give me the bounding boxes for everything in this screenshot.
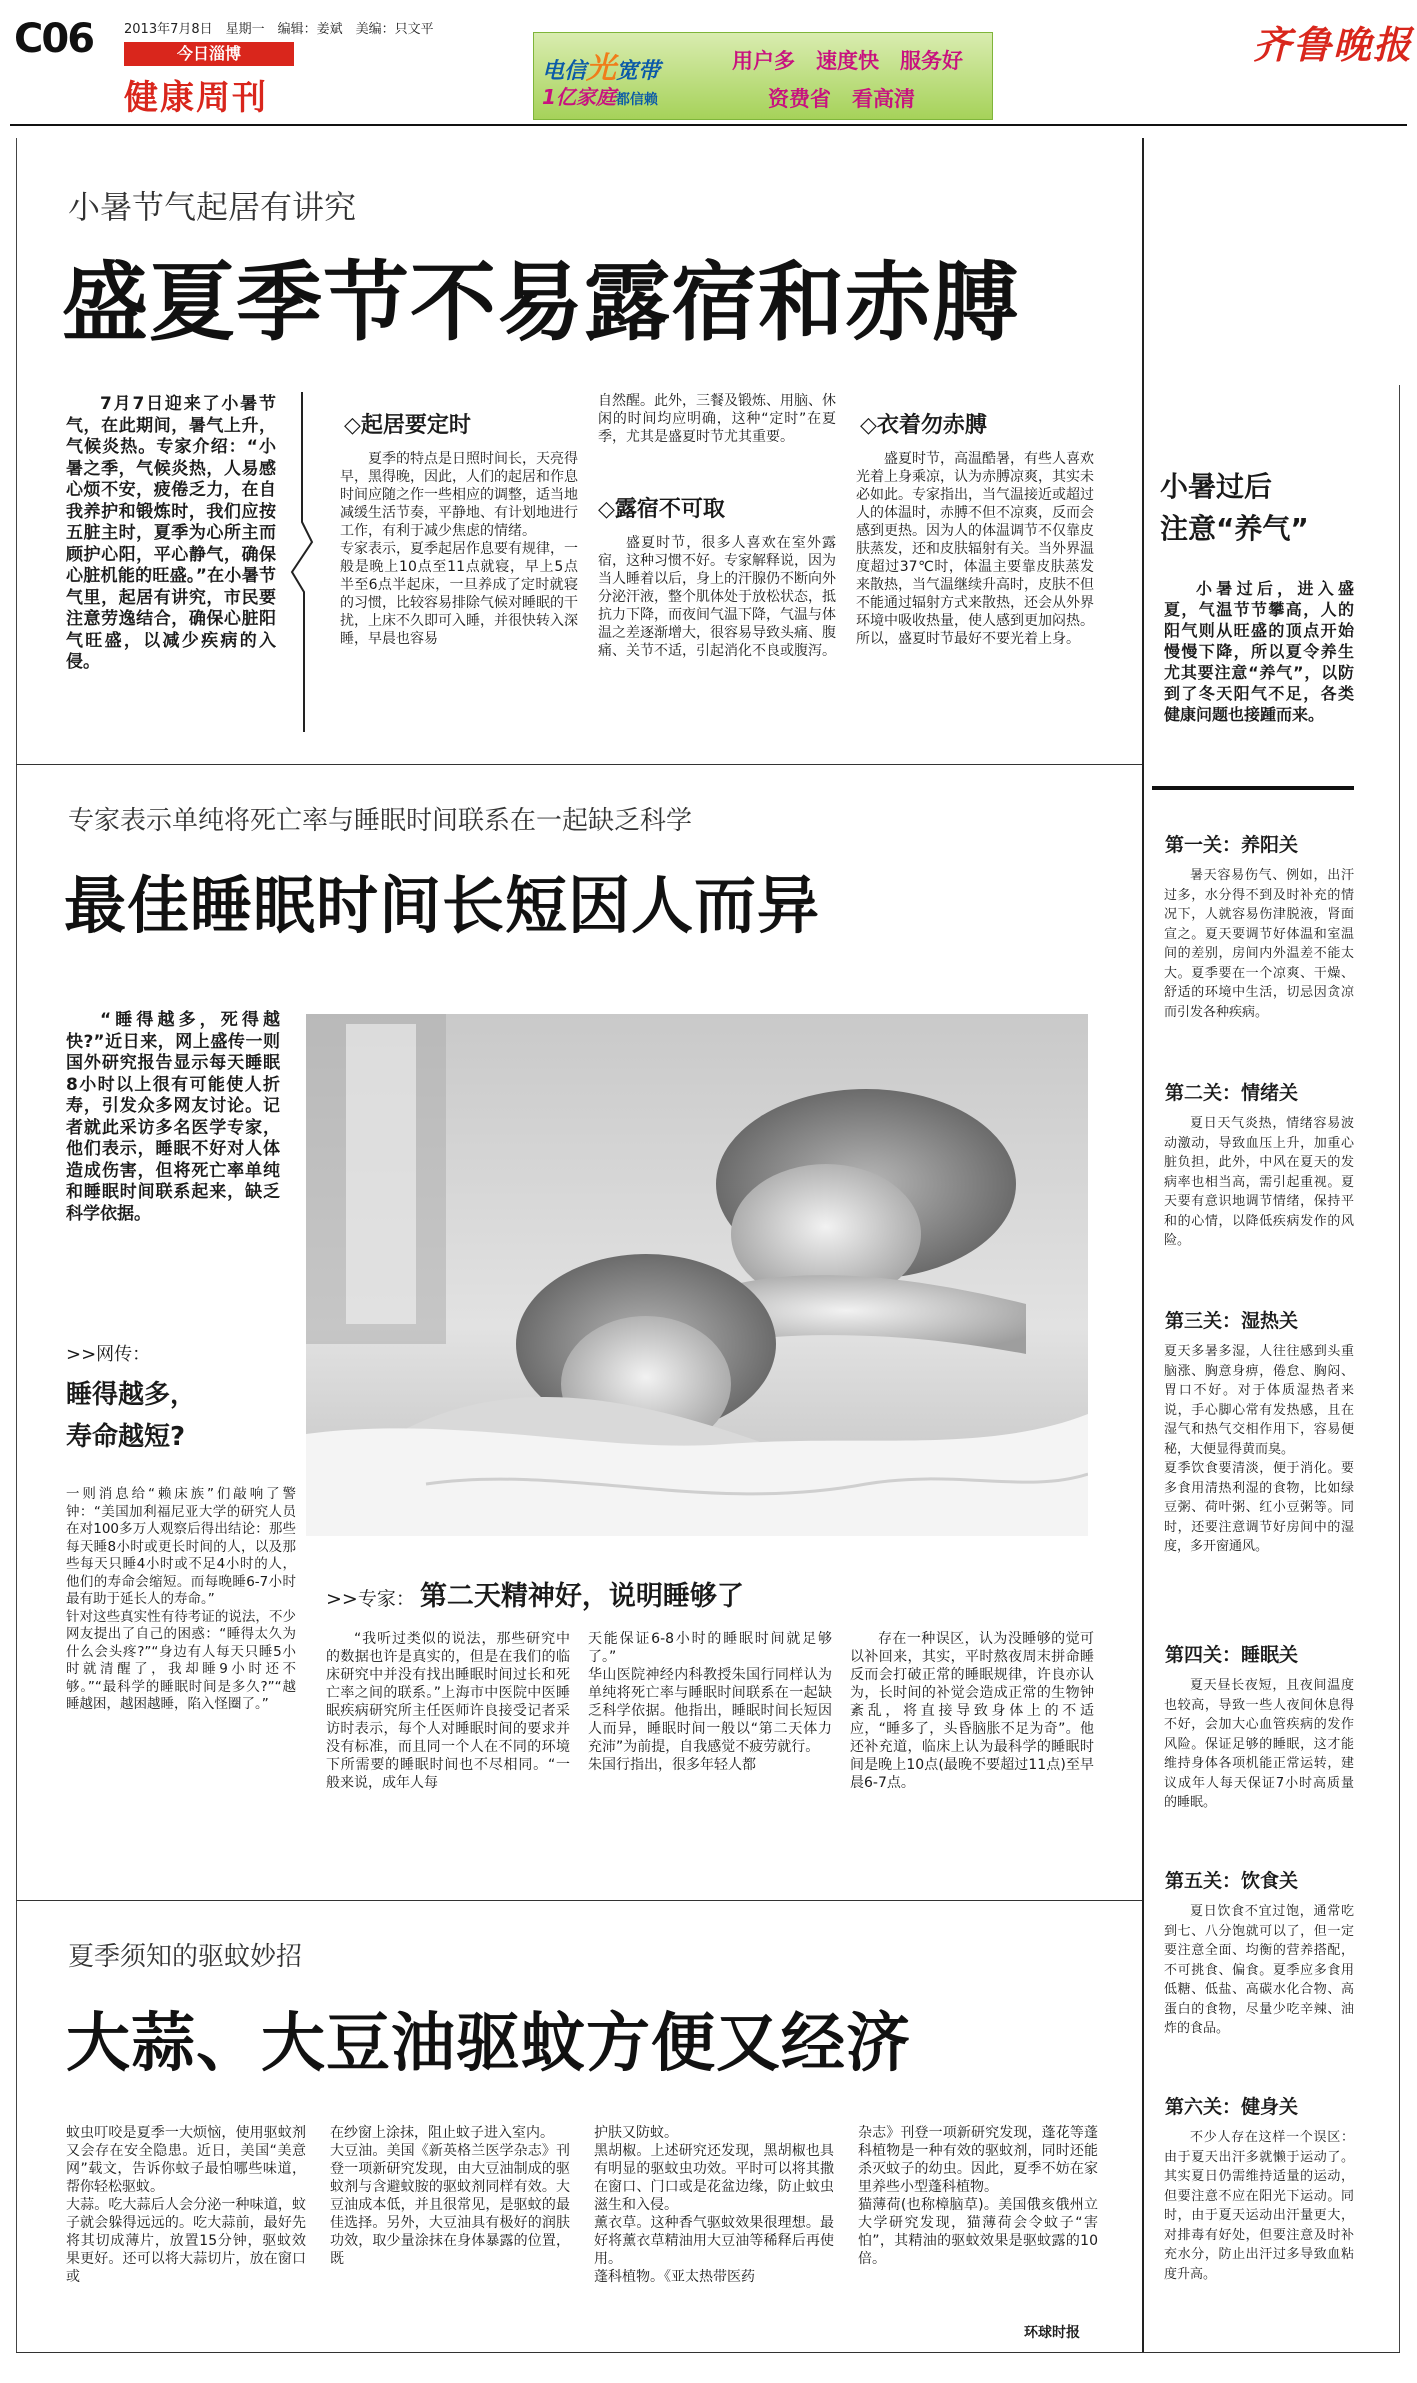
ad-banner[interactable] <box>533 32 993 120</box>
sidebar-title-1: 小暑过后 <box>1160 470 1273 503</box>
sidebar-sec4-text: 夏天昼长夜短，且夜间温度也较高，导致一些人夜间休息得不好，会加大心血管疾病的发作风险。保证足够的睡眠，这才能维持身体各项机能正常运转，建议成年人每天保证7小时高质量的睡眠。 <box>1164 1678 1354 1810</box>
article2-lead-text: “睡得越多，死得越快?”近日来，网上盛传一则国外研究报告显示每天睡眠8小时以上很有可能使人折寿，引发众多网友讨论。记者就此采访多名医学专家，他们表示，睡眠不好对人体造成伤害，但将死亡率单纯和睡眠时间联系起来，缺乏科学依据。 <box>66 1010 280 1224</box>
article2-col2-text: 天能保证6-8小时的睡眠时间就足够了。” 华山医院神经内科教授朱国行同样认为单纯将死亡率与睡眠时间联系在一起缺乏科学依据。他指出，睡眠时间长短因人而异，睡眠时间一般以“第二天体力充沛”为前提，自我感觉不疲劳就行。 朱国行指出，很多年轻人都 <box>588 1631 832 1773</box>
sidebar-sec4-body <box>1164 1676 1354 1852</box>
sidebar-sec5-title: 第五关：饮食关 <box>1165 1870 1299 1892</box>
sleeping-mother-child-photo <box>306 1014 1088 1536</box>
page-code: C06 <box>14 16 94 62</box>
sidebar-sec3-body <box>1164 1342 1354 1634</box>
article3-col4-text: 杂志》刊登一项新研究发现，蓬花等蓬科植物是一种有效的驱蚊剂，同时还能杀灭蚊子的幼虫。因此，夏季不妨在家里养些小型蓬科植物。 猫薄荷(也称樟脑草)。美国俄亥俄州立大学研究发现，猫薄荷会令蚊子“害怕”，其精油的驱蚊效果是驱蚊露的10倍。 <box>858 2125 1098 2267</box>
article3-col4 <box>858 2124 1098 2320</box>
article3-col3-text: 护肤又防蚊。 黑胡椒。上述研究还发现，黑胡椒也具有明显的驱蚊虫功效。平时可以将其撒在窗口、门口或是花盆边缘，防止蚊虫滋生和入侵。 薰衣草。这种香气驱蚊效果很理想。最好将薰衣草精油用大豆油等稀释后再使用。 蓬科植物。《亚太热带医药 <box>594 2125 834 2285</box>
article1-col2b-text: 盛夏时节，很多人喜欢在室外露宿，这种习惯不好。专家解释说，因为当人睡着以后，身上的汗腺仍不断向外分泌汗液，整个肌体处于放松状态，抵抗力下降，而夜间气温下降，气温与体温之差逐渐增大，很容易导致头痛、腹痛、关节不适，引起消化不良或腹泻。 <box>598 535 836 659</box>
sidebar-rule-left <box>1142 138 1144 2353</box>
article3-col1-text: 蚊虫叮咬是夏季一大烦恼，使用驱蚊剂又会存在安全隐患。近日，美国“美意网”载文，告诉你蚊子最怕哪些味道，帮你轻松驱蚊。 大蒜。吃大蒜后人会分泌一种味道，蚊子就会躲得远远的。吃大蒜前，最好先将其切成薄片，放置15分钟，驱蚊效果更好。还可以将大蒜切片，放在窗口或 <box>66 2125 306 2285</box>
article2-headline: 最佳睡眠时间长短因人而异 <box>64 869 821 942</box>
section-name: 健康周刊 <box>124 78 268 118</box>
expert-tag: >>专家： <box>326 1588 415 1610</box>
sidebar-sec2-body <box>1164 1114 1354 1290</box>
section-top-label: 今日淄博 <box>124 42 294 66</box>
article2-lead <box>66 1010 280 1300</box>
date-line: 2013年7月8日 星期一 编辑：姜斌 美编：只文平 <box>124 22 434 37</box>
web-title-1: 睡得越多， <box>66 1380 197 1410</box>
sidebar-intro-rule <box>1152 786 1354 790</box>
sidebar-sec4-title: 第四关：睡眠关 <box>1165 1644 1299 1666</box>
page-bottom-rule <box>16 2352 1400 2353</box>
ad-slogan-2: 资费省 看高清 <box>768 87 915 111</box>
article2-col2 <box>588 1630 832 1828</box>
header-rule <box>10 124 1407 126</box>
left-margin-rule <box>16 138 17 2353</box>
article1-lead-text: 7月7日迎来了小暑节气，在此期间，暑气上升，气候炎热。专家介绍：“小暑之季，气候炎热，人易感心烦不安，疲倦乏力，在自我养护和锻炼时，我们应按五脏主时，夏季为心所主而顾护心阳，平心静气，确保心脏机能的旺盛。”在小暑节气里，起居有讲究，市民要注意劳逸结合，确保心脏阳气旺盛，以减少疾病的入侵。 <box>66 394 276 672</box>
article1-sub1: ◇起居要定时 <box>344 413 471 438</box>
web-body-text: 一则消息给“赖床族”们敲响了警钟：“美国加利福尼亚大学的研究人员在对100多万人观察后得出结论：那些每天睡8小时或更长时间的人，以及那些每天只睡4小时或不足4小时的人，他们的寿命会缩短。而每晚睡6-7小时最有助于延长人的寿命。” 针对这些真实性有待考证的说法，不少网友提出了自己的困惑：“睡得太久为什么会头疼?”“身边有人每天只睡5小时就清醒了，我却睡9小时还不够。”“最科学的睡眠时间是多久?”“越睡越困，越困越睡，陷入怪圈了。” <box>66 1486 296 1712</box>
ad-slogan-1: 用户多 速度快 服务好 <box>732 49 963 73</box>
sidebar-sec2-title: 第二关：情绪关 <box>1165 1082 1299 1104</box>
lightning-line <box>292 392 312 732</box>
sidebar-sec5-body <box>1164 1902 1354 2078</box>
article1-headline: 盛夏季节不易露宿和赤膊 <box>62 253 1019 353</box>
sidebar-rule-right <box>1399 385 1400 2353</box>
lightning-divider <box>282 392 322 732</box>
masthead-logo: 齐鲁晚报 <box>1253 22 1414 67</box>
article2-col3 <box>850 1630 1094 1828</box>
article1-col1-text: 夏季的特点是日照时间长，天亮得早，黑得晚，因此，人们的起居和作息时间应随之作一些相应的调整，适当地减缓生活节奏，平静地、有计划地进行工作，有利于减少焦虑的情绪。 专家表示，夏季起居作息要有规律，一般是晚上10点至11点就寝，早上5点半至6点半起床，一旦养成了定时就寝的习惯，比较容易排除气候对睡眠的干扰，上床不久即可入睡，并很快转入深睡，早晨也容易 <box>340 451 578 647</box>
article3-col3 <box>594 2124 834 2340</box>
page-header <box>0 0 1417 125</box>
web-title <box>66 1374 196 1458</box>
article1-col2a-text: 自然醒。此外，三餐及锻炼、用脑、休闲的时间均应明确，这种“定时”在夏季，尤其是盛夏时节尤其重要。 <box>598 393 836 445</box>
article1-col2a <box>598 392 836 480</box>
article3-kicker: 夏季须知的驱蚊妙招 <box>68 1942 303 1972</box>
sidebar-title-2: 注意“养气” <box>1160 512 1309 545</box>
sidebar-sec6-title: 第六关：健身关 <box>1165 2096 1299 2118</box>
sidebar-sec6-text: 不少人存在这样一个误区：由于夏天出汗多就懒于运动了。其实夏日仍需维持适量的运动，但要注意不应在阳光下运动。同时，由于夏天运动出汗量更大，对排毒有好处，但要注意及时补充水分，防止出汗过多导致血粘度升高。 <box>1164 2130 1354 2282</box>
web-tag: >>网传： <box>66 1344 151 1365</box>
article1-sub3: ◇衣着勿赤膊 <box>860 413 987 438</box>
article2-col3-text: 存在一种误区，认为没睡够的觉可以补回来，其实，平时熬夜周末拼命睡反而会打破正常的睡眠规律，许良亦认为，长时间的补觉会造成正常的生物钟紊乱，将直接导致身体上的不适应，“睡多了，头昏脑胀不足为奇”。他还补充道，临床上认为最科学的睡眠时间是晚上10点(最晚不要超过11点)至早晨6-7点。 <box>850 1631 1094 1791</box>
article1-col1 <box>340 450 578 734</box>
article2-bottom-rule <box>16 1900 1142 1901</box>
article3-col1 <box>66 2124 306 2340</box>
ad-brand: 电信光宽带 <box>542 51 661 86</box>
article1-col3-text: 盛夏时节，高温酷暑，有些人喜欢光着上身乘凉，认为赤膊凉爽，其实未必如此。专家指出，当气温接近或超过人的体温时，赤膊不但不凉爽，反而会感到更热。因为人的体温调节不仅靠皮肤蒸发，还和皮肤辐射有关。当外界温度超过37℃时，体温主要靠皮肤蒸发来散热，当气温继续升高时，皮肤不但不能通过辐射方式来散热，还会从外界环境中吸收热量，使人感到更加闷热。所以，盛夏时节最好不要光着上身。 <box>856 451 1094 647</box>
sidebar-sec1-title: 第一关：养阳关 <box>1165 834 1299 856</box>
article3-col2-text: 在纱窗上涂抹，阻止蚊子进入室内。 大豆油。美国《新英格兰医学杂志》刊登一项新研究发现，由大豆油制成的驱蚊剂与含避蚊胺的驱蚊剂同样有效。大豆油成本低，并且很常见，是驱蚊的最佳选择。另外，大豆油具有极好的润肤功效，取少量涂抹在身体暴露的位置，既 <box>330 2125 570 2267</box>
sidebar-intro <box>1164 578 1354 768</box>
article3-source: 环球时报 <box>1024 2325 1080 2341</box>
sidebar-sec3-text: 夏天多暑多湿，人往往感到头重脑涨、胸意身痹，倦怠、胸闷、胃口不好。对于体质湿热者来说，手心脚心常有发热感，且在湿气和热气交相作用下，容易便秘，大便显得黄而臭。 夏季饮食要清淡，便于消化。要多食用清热利湿的食物，比如绿豆粥、荷叶粥、红小豆粥等。同时，还要注意调节好房间中的湿度，多开窗通风。 <box>1164 1344 1354 1554</box>
article3-headline: 大蒜、大豆油驱蚊方便又经济 <box>66 2007 911 2081</box>
photo-window-light <box>346 1024 416 1324</box>
ad-brand-sub: 1亿家庭都信赖 <box>542 85 658 109</box>
article1-col3 <box>856 450 1094 734</box>
article1-bottom-rule <box>16 764 1142 765</box>
article1-col2b <box>598 534 836 734</box>
article1-kicker: 小暑节气起居有讲究 <box>68 188 357 226</box>
article2-col1 <box>326 1630 570 1828</box>
expert-title: 第二天精神好，说明睡够了 <box>419 1581 744 1612</box>
article3-col2 <box>330 2124 570 2340</box>
article1-sub2: ◇露宿不可取 <box>598 497 725 522</box>
sidebar-intro-text: 小暑过后，进入盛夏，气温节节攀高，人的阳气则从旺盛的顶点开始慢慢下降，所以夏令养生尤其要注意“养气”，以防到了冬天阳气不足，各类健康问题也接踵而来。 <box>1164 579 1354 724</box>
web-title-2: 寿命越短? <box>66 1422 186 1452</box>
sidebar-sec2-text: 夏日天气炎热，情绪容易波动激动，导致血压上升，加重心脏负担，此外，中风在夏天的发病率也相当高，需引起重视。夏天要有意识地调节情绪，保持平和的心情，以降低疾病发作的风险。 <box>1164 1116 1354 1248</box>
article2-kicker: 专家表示单纯将死亡率与睡眠时间联系在一起缺乏科学 <box>68 806 693 836</box>
sidebar-sec1-body <box>1164 866 1354 1062</box>
expert-heading <box>326 1574 744 1613</box>
sidebar-sec5-text: 夏日饮食不宜过饱，通常吃到七、八分饱就可以了，但一定要注意全面、均衡的营养搭配，不可挑食、偏食。夏季应多食用低糖、低盐、高碳水化合物、高蛋白的食物，尽量少吃辛辣、油炸的食品。 <box>1164 1904 1354 2036</box>
sidebar-sec1-text: 暑天容易伤气、例如，出汗过多，水分得不到及时补充的情况下，人就容易伤津脱液，肾面宣之。夏天要调节好体温和室温间的差别，房间内外温差不能太大。夏季要在一个凉爽、干燥、舒适的环境中生活，切忌因贪凉而引发各种疾病。 <box>1164 868 1354 1020</box>
sidebar-sec6-body <box>1164 2128 1354 2348</box>
web-body <box>66 1486 296 1826</box>
article2-col1-text: “我听过类似的说法，那些研究中的数据也许是真实的，但是在我们的临床研究中并没有找出睡眠时间过长和死亡率之间的联系。”上海市中医院中医睡眠疾病研究所主任医师许良接受记者采访时表示，每个人对睡眠时间的要求并没有标准，而且同一个人在不同的环境下所需要的睡眠时间也不尽相同。“一般来说，成年人每 <box>326 1631 570 1791</box>
sidebar-title <box>1160 466 1309 550</box>
sidebar-sec3-title: 第三关：湿热关 <box>1165 1310 1299 1332</box>
article1-lead <box>66 394 276 732</box>
